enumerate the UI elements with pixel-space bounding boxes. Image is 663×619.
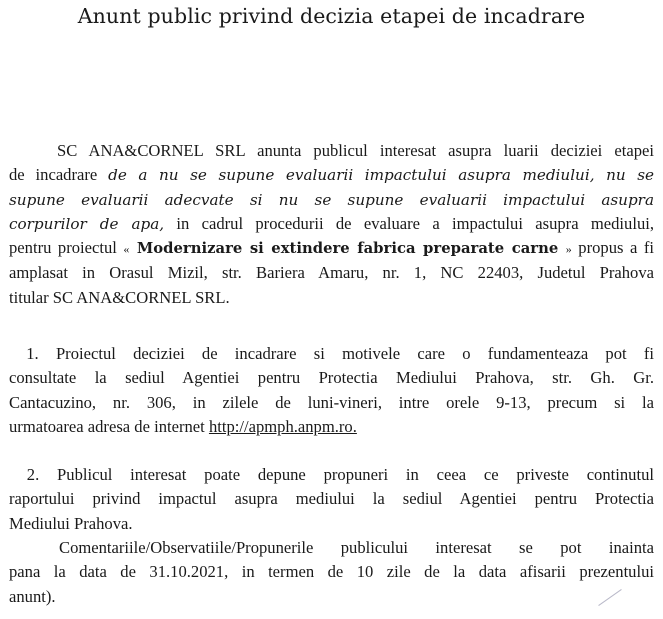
deadline-text: pana la data de 31.10.2021, in termen de 10 zile de la data afisarii prezentului bbox=[9, 562, 654, 582]
intro-paragraph: SC ANA&CORNEL SRL anunta publicul interesat asupra luarii deciziei etapei de incadrare de a nu se supune evaluarii impactului asupra mediului, nu se supune evaluarii adecvate si nu se supune evaluarii impactului asupra corpurilor de apa, in cadrul procedurii de evaluare a impactului asupra mediului, pentru proiectul « Modernizare si extindere fabrica preparate carne » propus a fi amplasat in Orasul Mizil, str. Bariera Amaru, nr. 1, NC 22403, Judetul Prahova titular SC ANA&CORNEL SRL. bbox=[9, 141, 654, 307]
list-item: 2. Publicul interesat poate depune propuneri in ceea ce priveste continutul raportului privind impactul asupra mediului la sediul Agentiei pentru Protectia Mediului Prahova. bbox=[9, 465, 654, 533]
document-title: Anunt public privind decizia etapei de incadrare bbox=[77, 4, 586, 28]
project-name: Modernizare si extindere fabrica preparate carne bbox=[129, 240, 566, 258]
item-number: 2. bbox=[26, 465, 40, 484]
item-number: 1. bbox=[26, 344, 39, 363]
company-name: SC ANA&CORNEL SRL bbox=[57, 141, 245, 160]
decision-italic: de a nu se supune evaluarii impactului asupra mediului, nu se bbox=[108, 166, 654, 185]
apm-website-link[interactable]: http://apmph.anpm.ro. bbox=[208, 416, 357, 436]
closing-paragraph: Comentariile/Observatiile/Propunerile publicului interesat se pot inainta pana la data de 31.10.2021, in termen de 10 zile de la data afisarii prezentului anunt). bbox=[9, 538, 654, 606]
list-item: 1. Proiectul deciziei de incadrare si motivele care o fundamenteaza pot fi consultate la sediul Agentiei pentru Protectia Mediului Prahova, str. Gh. Gr. Cantacuzino, nr. 306, in zilele de luni-vineri, intre orele 9-13, precum si la urmatoarea adresa de internet http://apmph.anpm.ro. bbox=[9, 344, 654, 436]
